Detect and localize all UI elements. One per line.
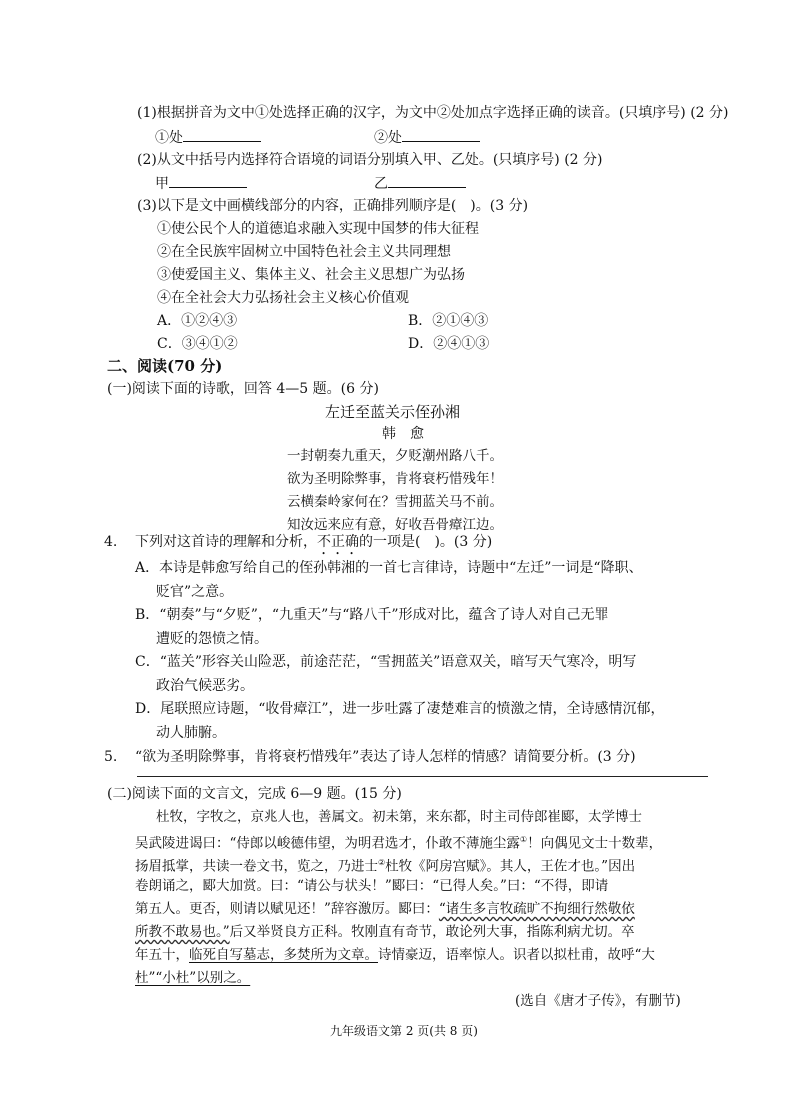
q-sub2-blank-1-label: 甲 xyxy=(155,176,169,192)
prose-line-part: ！向偶见文士十数辈， xyxy=(527,835,663,852)
list-item: ④在全社会大力弘扬社会主义核心价值观 xyxy=(157,290,409,306)
prose-line xyxy=(135,968,250,988)
option-b[interactable]: B．②①④③ xyxy=(408,313,489,329)
q-sub2-blank-2[interactable] xyxy=(374,173,466,194)
prose-line-part: 后又举贤良方正科。牧刚直有奇节，敢论列大事，指陈利病尤切。卒 xyxy=(229,924,635,940)
prose-line xyxy=(135,899,635,919)
q-sub1-blank-2[interactable] xyxy=(374,127,480,148)
prose-line-part: 第五人。更否，则请以赋见还！”辞容激厉。郾曰： xyxy=(135,901,439,917)
q-sub3-text: (3)以下是文中画横线部分的内容，正确排列顺序是( )。(3 分) xyxy=(137,198,529,214)
q4-option-b[interactable]: B．“朝奏”与“夕贬”，“九重天”与“路八千”形成对比，蕴含了诗人对自己无罪 xyxy=(135,607,609,623)
option-d[interactable]: D．②④①③ xyxy=(408,336,490,352)
list-item: ①使公民个人的道德追求融入实现中国梦的伟大征程 xyxy=(157,221,479,237)
q5-number: 5. xyxy=(104,749,118,765)
section-heading: 二、阅读(70 分) xyxy=(107,357,223,375)
q4-stem-part: 的一项是( )。(3 分) xyxy=(359,534,493,550)
answer-blank[interactable] xyxy=(169,173,247,188)
answer-blank[interactable] xyxy=(388,173,466,188)
poem-line: 一封朝奏九重天，夕贬潮州路八千。 xyxy=(287,448,503,464)
q4-number: 4. xyxy=(104,534,118,550)
q4-stem-part: 下列对这首诗的理解和分析， xyxy=(135,534,317,550)
prose-line: 杜牧，字牧之，京兆人也，善属文。初未第，来东都，时主司侍郎崔郾，太学博士 xyxy=(156,809,642,825)
prose-line xyxy=(135,922,635,942)
prose-line xyxy=(135,830,662,854)
q-sub1-blank-1[interactable] xyxy=(155,127,261,148)
page-footer: 九年级语文第 2 页(共 8 页) xyxy=(330,1024,478,1038)
prose-line-part: 诗情豪迈，语率惊人。识者以拟杜甫，故呼“大 xyxy=(378,947,655,963)
q4-stem-emphasis: 不正确 xyxy=(317,534,359,550)
answer-blank[interactable] xyxy=(402,127,480,142)
q-sub2-blank-1[interactable] xyxy=(155,173,247,194)
q4-option-d-cont: 动人肺腑。 xyxy=(156,725,226,741)
q-sub2-blank-2-label: 乙 xyxy=(374,176,388,192)
poem-title: 左迁至蓝关示侄孙湘 xyxy=(325,403,461,421)
q-sub2-text: (2)从文中括号内选择符合语境的词语分别填入甲、乙处。(只填序号) (2 分) xyxy=(137,152,603,168)
answer-blank[interactable] xyxy=(183,127,261,142)
list-item: ③使爱国主义、集体主义、社会主义思想广为弘扬 xyxy=(157,267,465,283)
poem-line: 云横秦岭家何在？雪拥蓝关马不前。 xyxy=(287,494,503,510)
list-item: ②在全民族牢固树立中国特色社会主义共同理想 xyxy=(157,244,451,260)
poem-line: 知汝远来应有意，好收吾骨瘴江边。 xyxy=(287,517,503,533)
q4-option-d[interactable]: D．尾联照应诗题，“收骨瘴江”，进一步吐露了凄楚难言的愤激之情，全诗感情沉郁， xyxy=(135,701,665,717)
footnote-marker: ② xyxy=(378,858,386,867)
prose-line: 卷朗诵之，郾大加赏。曰：“请公与状头！”郾曰：“已得人矣。”曰：“不得，即请 xyxy=(135,878,609,894)
q-sub1-text: (1)根据拼音为文中①处选择正确的汉字，为文中②处加点字选择正确的读音。(只填序号) (2 分) xyxy=(137,105,729,121)
q5-answer-line[interactable] xyxy=(137,776,708,777)
q-sub1-blank-2-label: ②处 xyxy=(374,130,402,146)
underlined-text: 临死自写墓志，多焚所为文章。 xyxy=(189,947,378,963)
q4-option-a-cont: 贬官”之意。 xyxy=(156,584,234,600)
q4-stem xyxy=(135,532,492,558)
prose-line-part: 年五十， xyxy=(135,947,189,963)
footnote-marker: ① xyxy=(519,835,528,844)
q4-option-c-cont: 政治气候恶劣。 xyxy=(156,678,254,694)
wavy-underlined-text: 所教不敢易也。” xyxy=(135,924,230,940)
option-c[interactable]: C．③④①② xyxy=(157,336,238,352)
poem-author: 韩 愈 xyxy=(382,426,424,442)
prose-line xyxy=(135,853,635,877)
prose-line-part: 杜牧《阿房宫赋》。其人，王佐才也。”因出 xyxy=(385,858,636,875)
q-sub1-blank-1-label: ①处 xyxy=(155,130,183,146)
q4-option-a[interactable]: A．本诗是韩愈写给自己的侄孙韩湘的一首七言律诗，诗题中“左迁”一词是“降职、 xyxy=(135,560,643,576)
wavy-underlined-text: “诸生多言牧疏旷不拘细行然敬依 xyxy=(438,901,635,917)
q4-option-b-cont: 遭贬的怨愤之情。 xyxy=(156,631,268,647)
prose-line xyxy=(135,945,655,965)
option-a[interactable]: A．①②④③ xyxy=(157,313,238,329)
prose-line-part: 吴武陵进谒曰：“侍郎以峻德伟望，为明君选才，仆敢不薄施尘露 xyxy=(135,835,520,852)
part1-intro: (一)阅读下面的诗歌，回答 4—5 题。(6 分) xyxy=(107,381,379,397)
poem-line: 欲为圣明除弊事，肯将衰朽惜残年！ xyxy=(287,471,503,487)
prose-line-part: 扬眉抵掌，共读一卷文书，览之，乃进士 xyxy=(135,858,378,875)
q5-stem: “欲为圣明除弊事，肯将衰朽惜残年”表达了诗人怎样的情感？请简要分析。(3 分) xyxy=(135,749,636,765)
source-note: (选自《唐才子传》，有删节) xyxy=(515,993,681,1009)
q4-option-c[interactable]: C．“蓝关”形容关山险恶，前途茫茫，“雪拥蓝关”语意双关，暗写天气寒冷，明写 xyxy=(135,654,637,670)
part2-intro: (二)阅读下面的文言文，完成 6—9 题。(15 分) xyxy=(107,786,402,802)
underlined-text: 杜”“小杜”以别之。 xyxy=(135,970,251,986)
